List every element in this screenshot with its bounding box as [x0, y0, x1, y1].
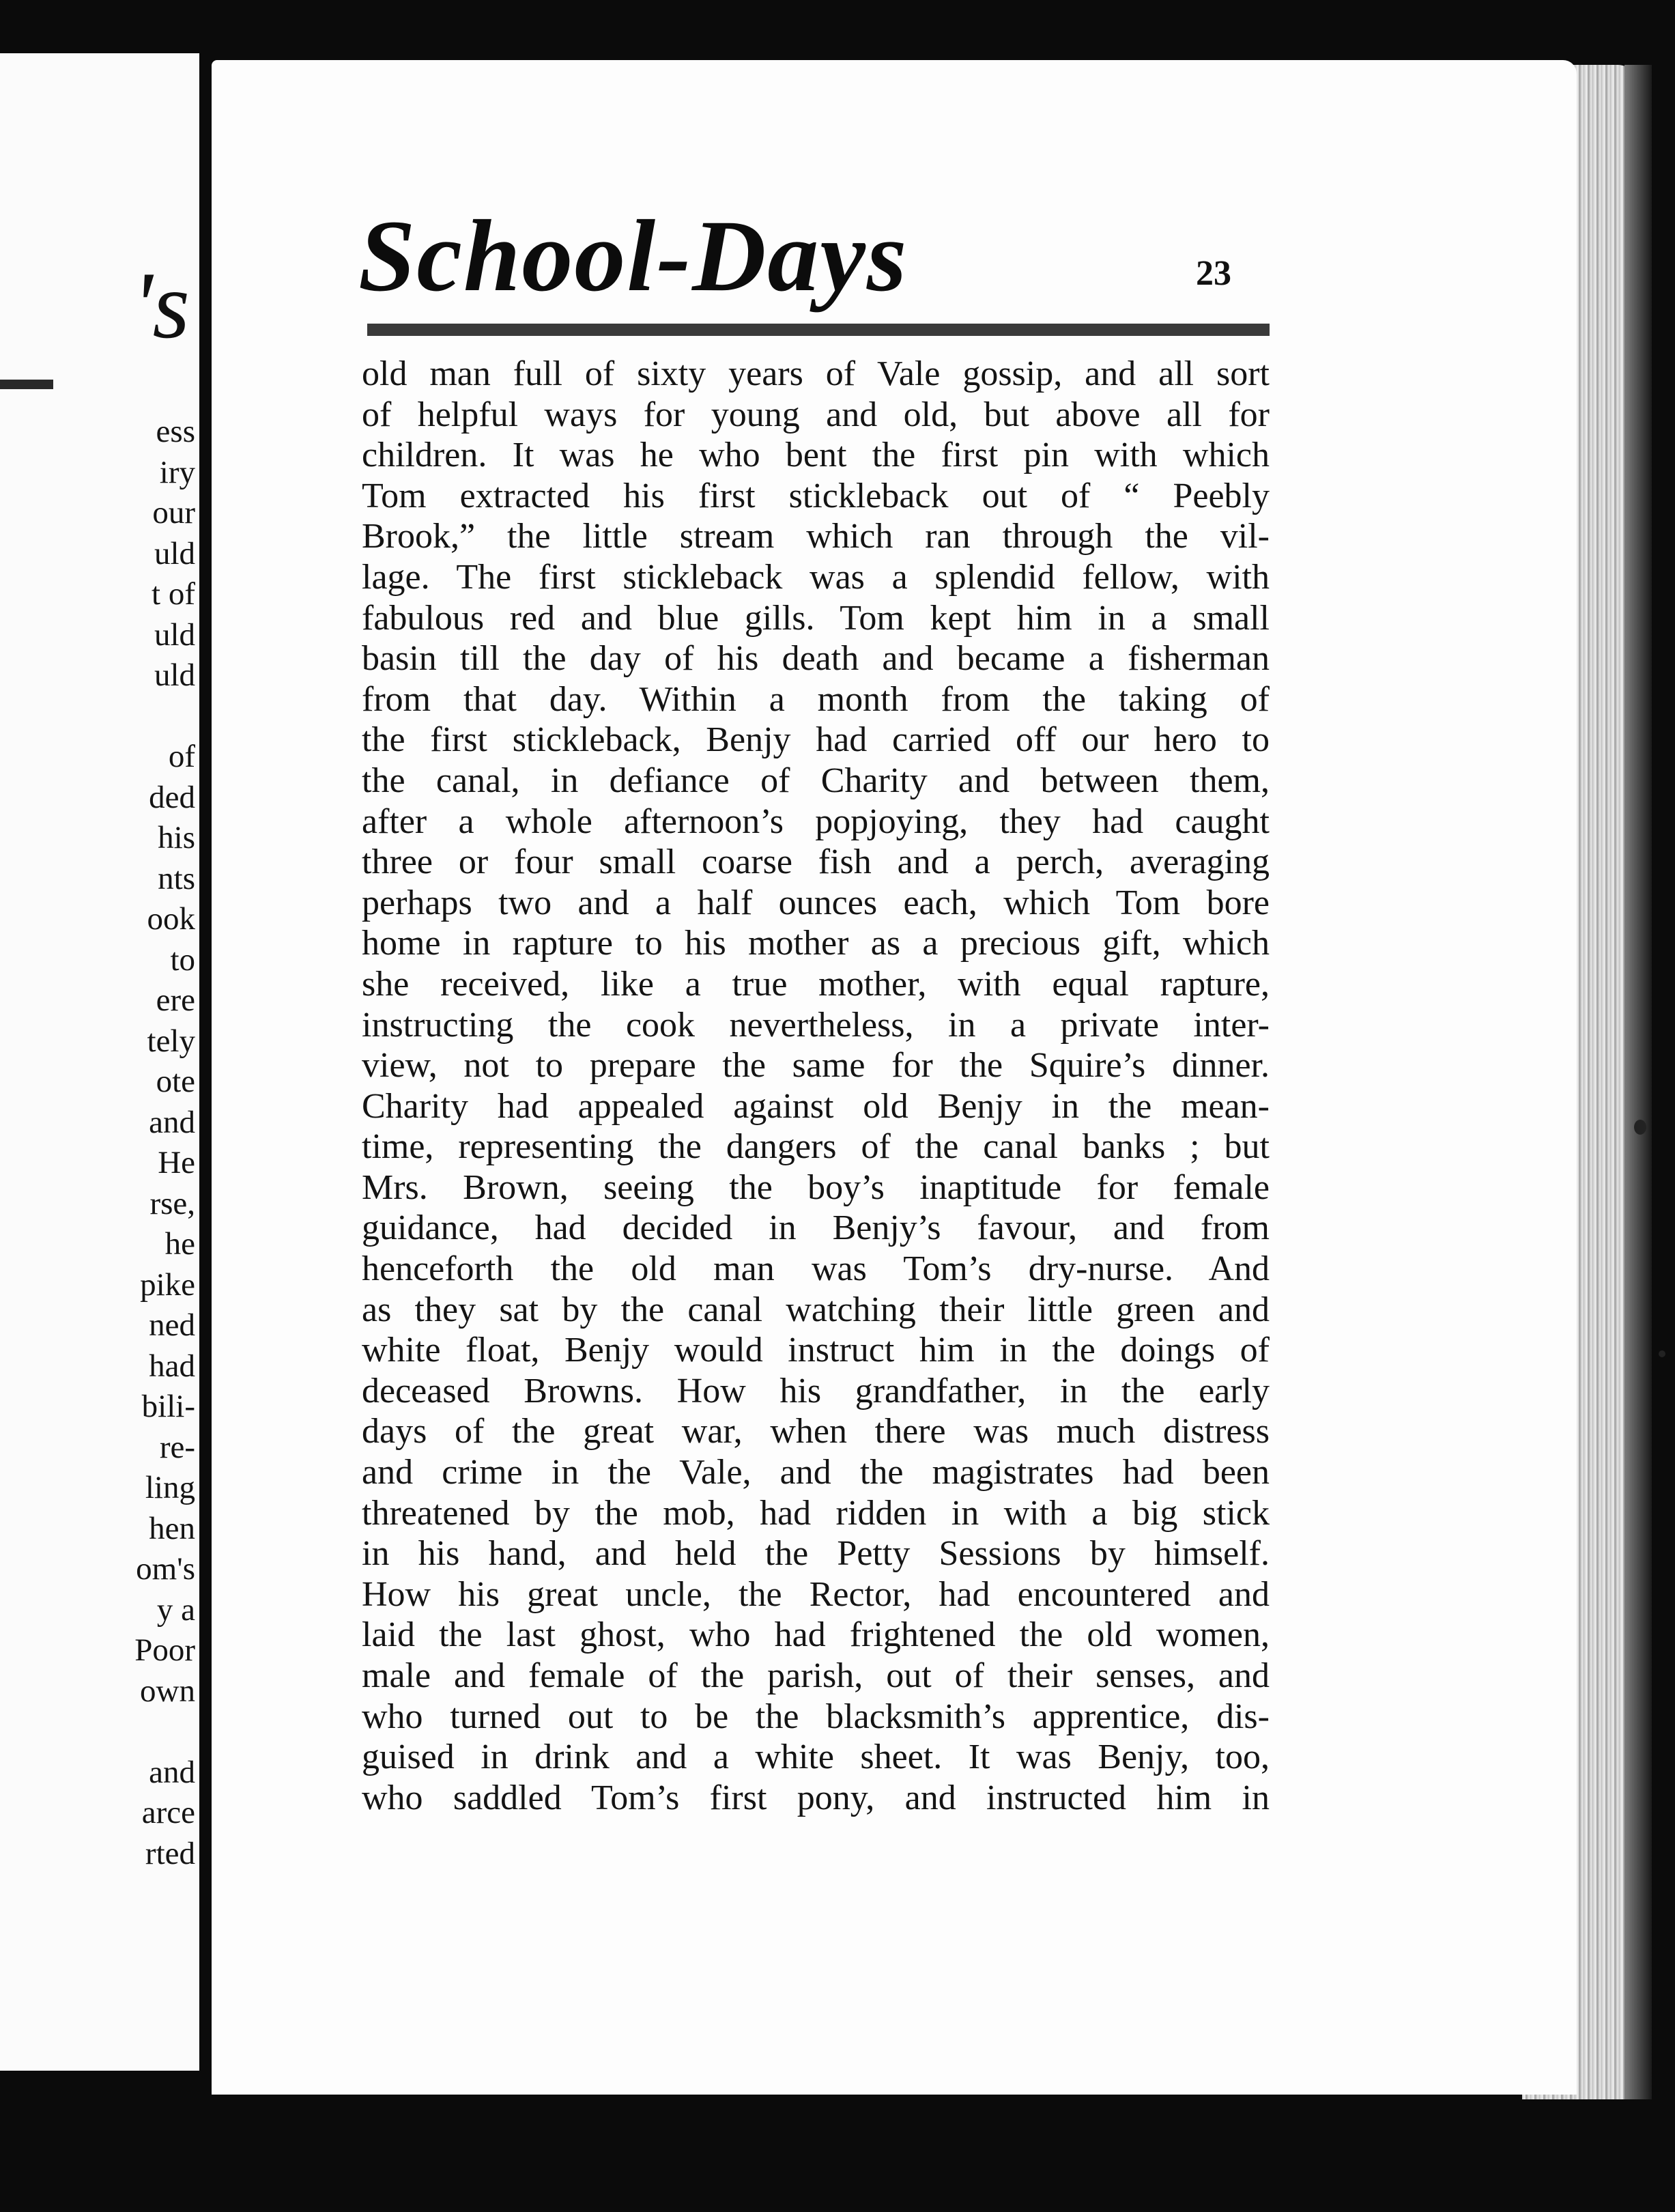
previous-page-line: ded [149, 779, 195, 815]
page-edges-shadow [1624, 65, 1652, 2099]
body-line: and crime in the Vale, and the magistrates had been [362, 1453, 1270, 1492]
body-line: from that day. Within a month from the taking of [362, 679, 1270, 719]
previous-page-line: arce [141, 1795, 195, 1830]
previous-page-line: uld [154, 616, 195, 653]
previous-page-line: ned [149, 1307, 195, 1343]
previous-page-line: of [168, 739, 195, 774]
body-line: guised in drink and a white sheet. It was Benjy, too, [362, 1738, 1270, 1777]
body-line: henceforth the old man was Tom’s dry-nurse. And [362, 1249, 1270, 1289]
body-line: perhaps two and a half ounces each, which Tom bore [362, 883, 1270, 922]
previous-page-text [0, 412, 199, 1874]
previous-page-line: Poor [134, 1632, 195, 1668]
body-line: the canal, in defiance of Charity and between them, [362, 761, 1270, 800]
body-line: she received, like a true mother, with equal rapture, [362, 964, 1270, 1004]
body-line: Charity had appealed against old Benjy in the mean- [362, 1086, 1270, 1126]
previous-page-line: he [164, 1226, 195, 1262]
body-line: three or four small coarse fish and a perch, averaging [362, 842, 1270, 882]
speck-mark [1659, 1350, 1665, 1357]
previous-page [0, 53, 199, 2071]
body-line: old man full of sixty years of Vale gossip, and all sort [362, 354, 1270, 393]
body-line: instructing the cook nevertheless, in a private inter- [362, 1005, 1270, 1045]
body-line: How his great uncle, the Rector, had encountered and [362, 1574, 1270, 1614]
body-line: fabulous red and blue gills. Tom kept him in a small [362, 598, 1270, 638]
body-line: view, not to prepare the same for the Squire’s dinner. [362, 1046, 1270, 1086]
speck-mark [1634, 1120, 1646, 1135]
body-line: laid the last ghost, who had frightened the old women, [362, 1615, 1270, 1655]
previous-page-line: He [158, 1145, 195, 1180]
previous-page-line: hen [149, 1510, 195, 1546]
body-line: of helpful ways for young and old, but above all for [362, 395, 1270, 434]
previous-page-line: rted [145, 1835, 195, 1871]
body-line: who saddled Tom’s first pony, and instructed him in [362, 1778, 1270, 1817]
body-line: as they sat by the canal watching their little green and [362, 1290, 1270, 1329]
body-line: days of the great war, when there was much distress [362, 1412, 1270, 1451]
previous-page-line [0, 696, 199, 737]
body-line: guidance, had decided in Benjy’s favour, and from [362, 1208, 1270, 1248]
body-line: Brook,” the little stream which ran through the vil- [362, 517, 1270, 556]
previous-page-line: ote [156, 1064, 195, 1099]
body-text [362, 354, 1270, 1818]
body-line: Tom extracted his first stickleback out of “ Peebly [362, 476, 1270, 515]
previous-page-line: ook [147, 901, 195, 937]
body-line: in his hand, and held the Petty Sessions by himself. [362, 1534, 1270, 1574]
body-line: home in rapture to his mother as a precious gift, which [362, 924, 1270, 963]
previous-page-line: uld [154, 657, 195, 693]
previous-page-line: t of [152, 576, 195, 612]
previous-page-line: iry [159, 454, 195, 490]
previous-page-line: our [152, 495, 195, 530]
header-rule [367, 324, 1270, 336]
running-head: School-Days [358, 199, 908, 313]
page-number: 23 [1196, 254, 1231, 293]
previous-page-line [0, 1712, 199, 1753]
previous-page-line: and [149, 1754, 195, 1790]
previous-page-line: ling [145, 1470, 195, 1505]
previous-page-line: om's [136, 1551, 195, 1587]
body-line: deceased Browns. How his grandfather, in the early [362, 1371, 1270, 1410]
previous-page-line: his [158, 820, 195, 855]
previous-page-line: own [140, 1673, 195, 1709]
previous-page-line: to [170, 941, 195, 978]
body-line: who turned out to be the blacksmith’s apprentice, dis- [362, 1697, 1270, 1736]
previous-page-heading: 's [132, 253, 190, 358]
body-line: after a whole afternoon’s popjoying, they had caught [362, 802, 1270, 841]
previous-page-line: and [149, 1104, 195, 1140]
previous-page-line: nts [158, 860, 195, 896]
body-line: white float, Benjy would instruct him in the doings of [362, 1331, 1270, 1370]
body-line: threatened by the mob, had ridden in with a big stick [362, 1493, 1270, 1533]
body-line: lage. The first stickleback was a splendid fellow, with [362, 557, 1270, 597]
book-gutter [199, 41, 212, 2089]
previous-page-line: had [149, 1348, 195, 1384]
body-line: the first stickleback, Benjy had carried off our hero to [362, 720, 1270, 760]
body-line: male and female of the parish, out of their senses, and [362, 1656, 1270, 1695]
body-line: Mrs. Brown, seeing the boy’s inaptitude for female [362, 1167, 1270, 1207]
previous-page-line: bili- [141, 1389, 195, 1424]
previous-page-line: pike [140, 1266, 195, 1303]
body-line: children. It was he who bent the first pin with which [362, 436, 1270, 475]
previous-page-line: ess [156, 414, 195, 449]
previous-page-line: ere [156, 982, 195, 1018]
previous-page-line: y a [156, 1591, 195, 1628]
body-line: basin till the day of his death and became a fisherman [362, 639, 1270, 679]
body-line: time, representing the dangers of the canal banks ; but [362, 1127, 1270, 1167]
previous-page-line: rse, [149, 1185, 195, 1221]
previous-page-line: tely [147, 1023, 195, 1059]
previous-page-rule [0, 380, 53, 389]
previous-page-line: re- [159, 1429, 195, 1465]
previous-page-line: uld [154, 535, 195, 571]
